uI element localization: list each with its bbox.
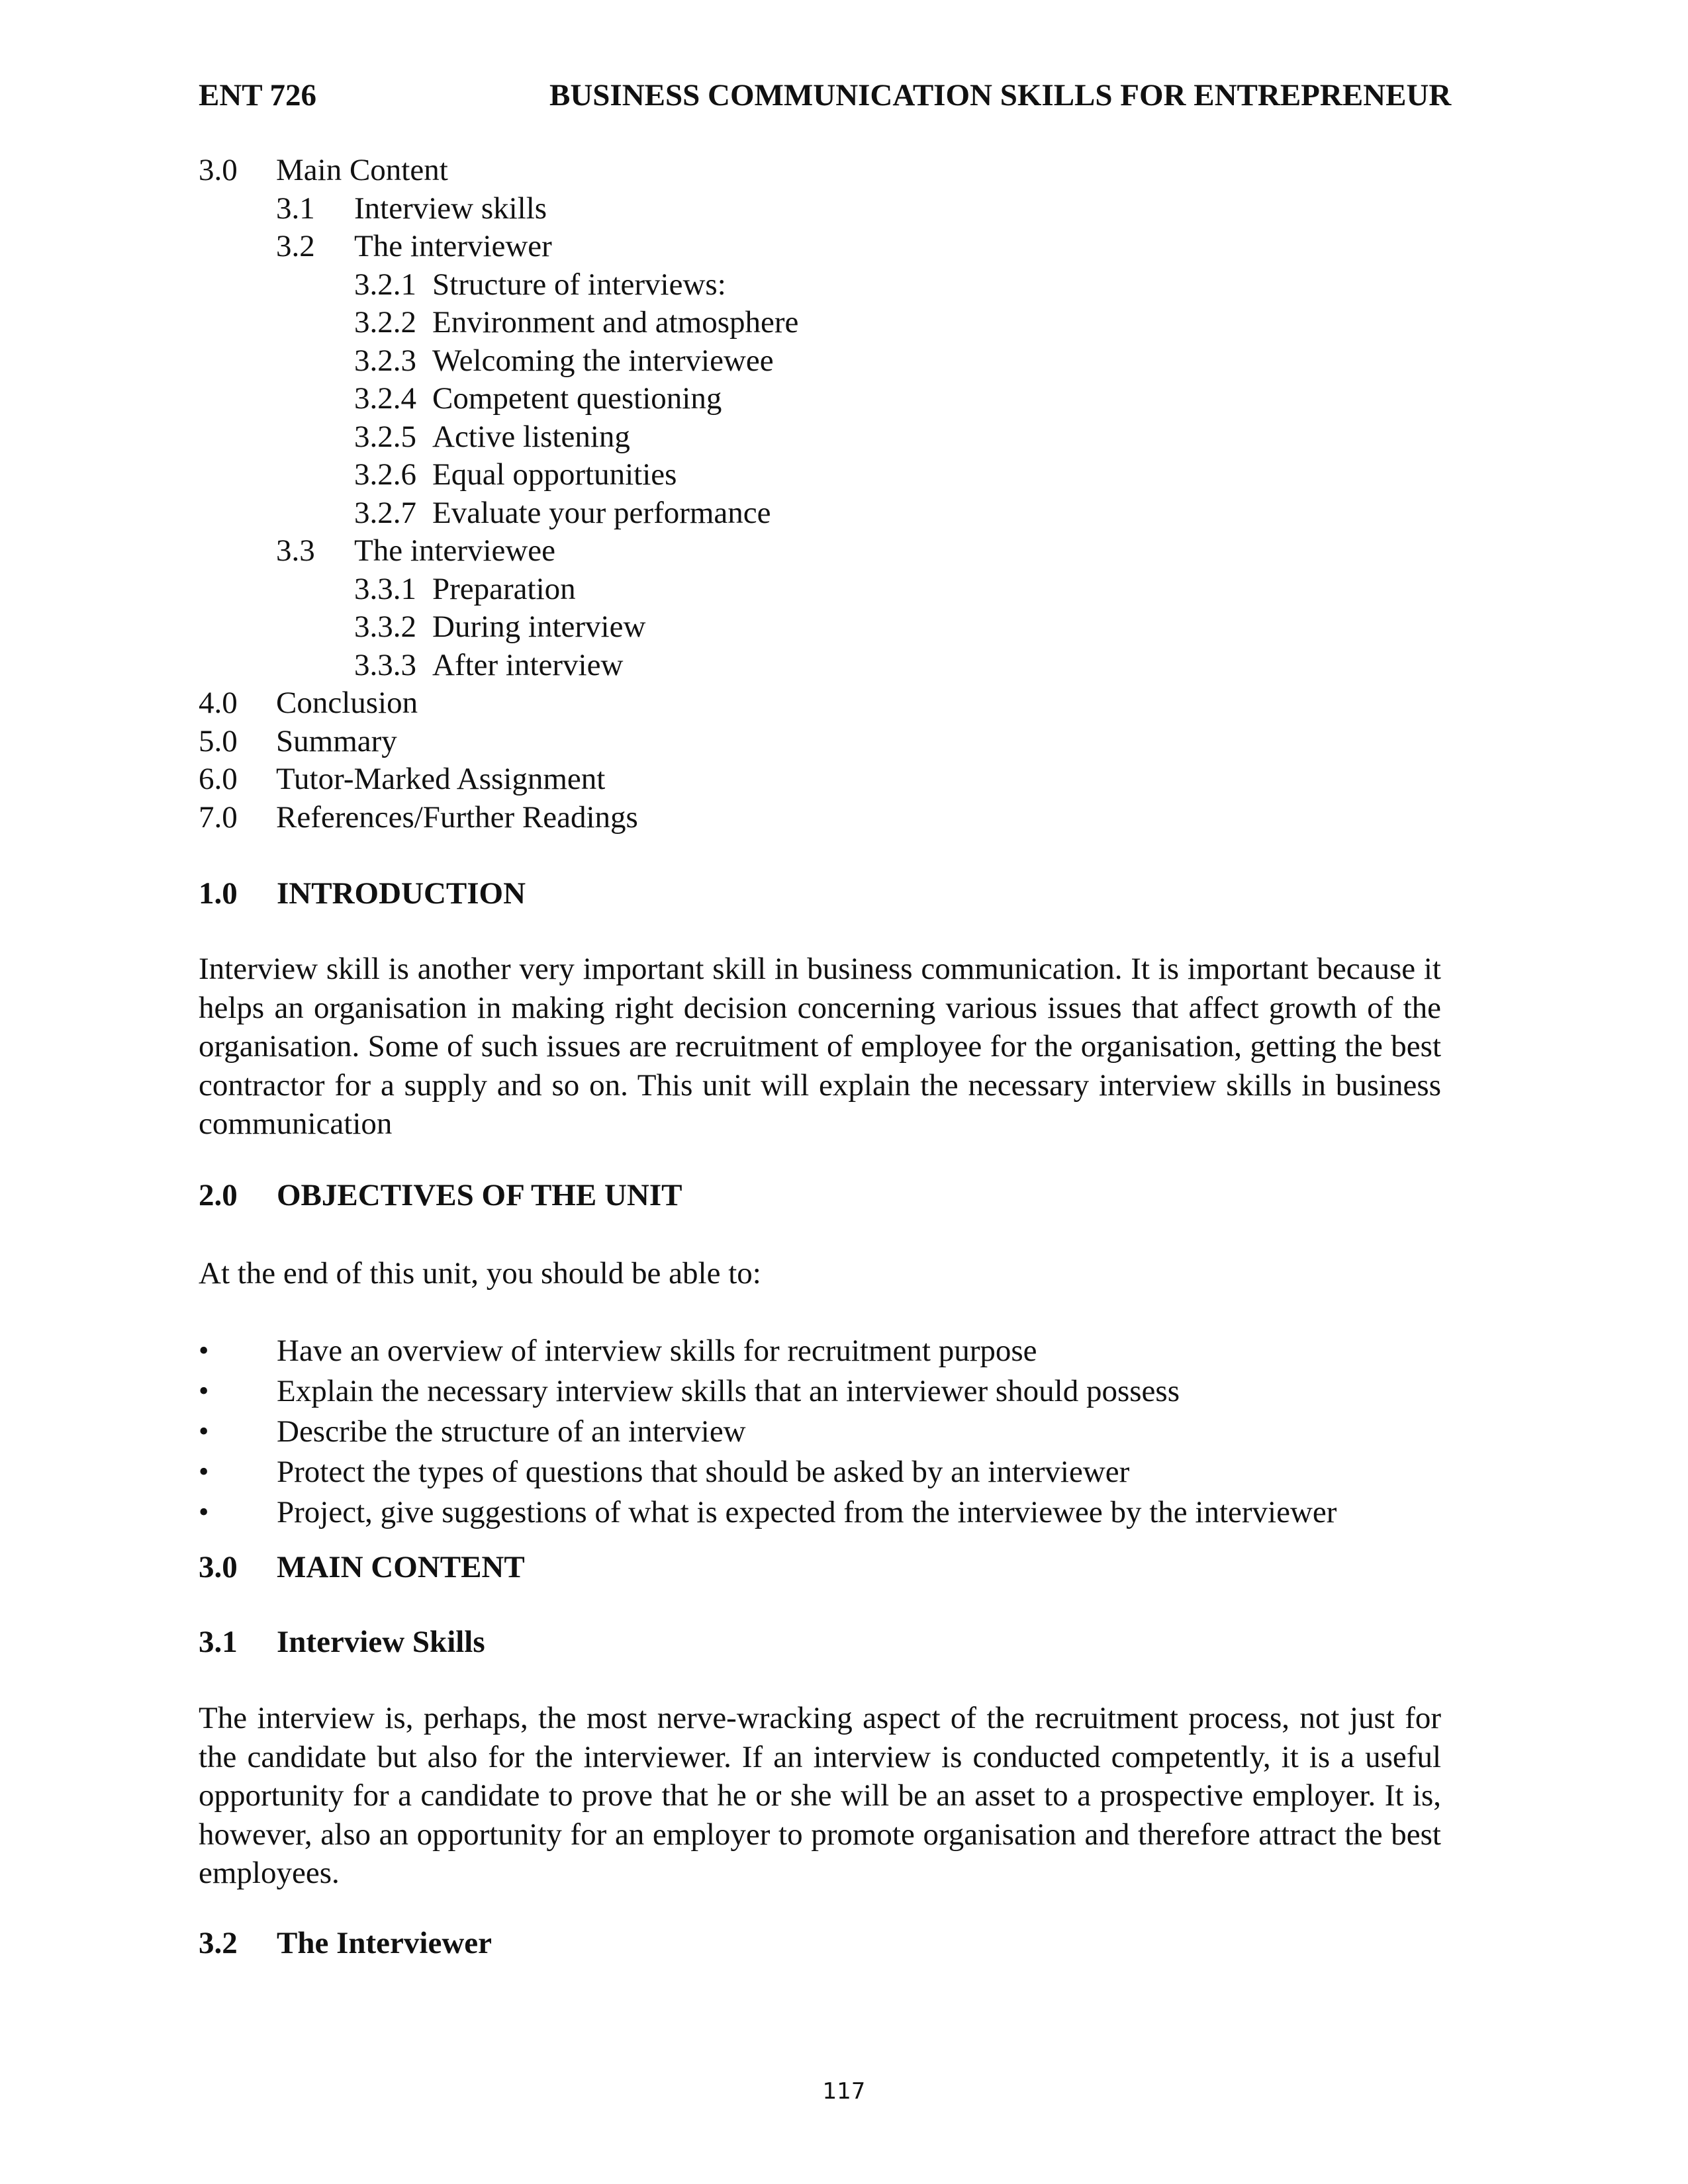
objectives-lead: At the end of this unit, you should be able to: bbox=[199, 1256, 761, 1291]
toc-text: Evaluate your performance bbox=[432, 496, 771, 530]
section-number: 3.1 bbox=[199, 1625, 238, 1659]
toc-text: References/Further Readings bbox=[276, 800, 638, 835]
toc-text: Summary bbox=[276, 724, 397, 758]
section-title: Interview Skills bbox=[277, 1625, 485, 1659]
toc-text: Active listening bbox=[432, 420, 630, 454]
toc-number: 6.0 bbox=[199, 762, 238, 796]
toc-number: 4.0 bbox=[199, 686, 238, 720]
list-item-text: Have an overview of interview skills for recruitment purpose bbox=[277, 1334, 1037, 1368]
section-number: 1.0 bbox=[199, 876, 238, 911]
toc-number: 3.2.2 bbox=[354, 305, 416, 340]
list-item bbox=[199, 1332, 1489, 1372]
bullet-icon: • bbox=[199, 1415, 209, 1447]
toc-number: 3.3.3 bbox=[354, 648, 416, 682]
list-item bbox=[199, 1493, 1489, 1533]
toc-number: 3.0 bbox=[199, 153, 238, 187]
page-number: 117 bbox=[822, 2078, 866, 2105]
list-item-text: Describe the structure of an interview bbox=[277, 1414, 746, 1449]
section-title: OBJECTIVES OF THE UNIT bbox=[277, 1178, 682, 1212]
header-course-code: ENT 726 bbox=[199, 78, 317, 113]
toc-text: During interview bbox=[432, 610, 646, 644]
list-item bbox=[199, 1453, 1489, 1493]
toc-text: Tutor-Marked Assignment bbox=[276, 762, 606, 796]
toc-number: 5.0 bbox=[199, 724, 238, 758]
section-number: 2.0 bbox=[199, 1178, 238, 1212]
toc-text: The interviewee bbox=[354, 533, 556, 568]
toc-number: 3.2 bbox=[276, 229, 315, 263]
toc-number: 7.0 bbox=[199, 800, 238, 835]
toc-number: 3.1 bbox=[276, 191, 315, 226]
list-item bbox=[199, 1412, 1489, 1453]
section-number: 3.0 bbox=[199, 1550, 238, 1584]
toc-text: Preparation bbox=[432, 572, 576, 606]
toc-number: 3.2.6 bbox=[354, 457, 416, 492]
toc-text: Structure of interviews: bbox=[432, 267, 726, 302]
toc-number: 3.2.7 bbox=[354, 496, 416, 530]
section-title: INTRODUCTION bbox=[277, 876, 526, 911]
section-title: The Interviewer bbox=[277, 1926, 492, 1960]
toc-number: 3.2.5 bbox=[354, 420, 416, 454]
interview-skills-paragraph: The interview is, perhaps, the most nerve-wracking aspect of the recruitment process, not just for the candidate but also for the interviewer. If an interview is conducted competently, it is a useful opportunity for a candidate to prove that he or she will be an asset to a prospective employer. It is, however, also an opportunity for an employer to promote organisation and therefore attract the best employees. bbox=[199, 1701, 1441, 1890]
toc-text: Interview skills bbox=[354, 191, 547, 226]
toc-number: 3.2.1 bbox=[354, 267, 416, 302]
toc-number: 3.3.1 bbox=[354, 572, 416, 606]
toc-text: Equal opportunities bbox=[432, 457, 677, 492]
list-item-text: Protect the types of questions that should be asked by an interviewer bbox=[277, 1455, 1130, 1489]
toc-number: 3.3 bbox=[276, 533, 315, 568]
list-item-text: Explain the necessary interview skills that an interviewer should possess bbox=[277, 1374, 1180, 1408]
toc-number: 3.2.3 bbox=[354, 343, 416, 378]
header-course-title: BUSINESS COMMUNICATION SKILLS FOR ENTREPRENEUR bbox=[549, 78, 1452, 113]
section-number: 3.2 bbox=[199, 1926, 238, 1960]
toc-text: The interviewer bbox=[354, 229, 552, 263]
toc-text: After interview bbox=[432, 648, 624, 682]
section-title: MAIN CONTENT bbox=[277, 1550, 525, 1584]
list-item bbox=[199, 1372, 1489, 1412]
toc-text: Main Content bbox=[276, 153, 448, 187]
toc-number: 3.2.4 bbox=[354, 381, 416, 416]
introduction-paragraph: Interview skill is another very important skill in business communication. It is important because it helps an organisation in making right decision concerning various issues that affect growth of the organisation. Some of such issues are recruitment of employee for the organisation, getting the best contractor for a supply and so on. This unit will explain the necessary interview skills in business communication bbox=[199, 952, 1441, 1141]
objectives-list bbox=[199, 1332, 1489, 1533]
toc-text: Welcoming the interviewee bbox=[432, 343, 774, 378]
toc-text: Competent questioning bbox=[432, 381, 722, 416]
toc-text: Conclusion bbox=[276, 686, 418, 720]
toc-number: 3.3.2 bbox=[354, 610, 416, 644]
bullet-icon: • bbox=[199, 1496, 209, 1528]
bullet-icon: • bbox=[199, 1375, 209, 1407]
bullet-icon: • bbox=[199, 1334, 209, 1367]
bullet-icon: • bbox=[199, 1455, 209, 1488]
list-item-text: Project, give suggestions of what is expected from the interviewee by the interviewer bbox=[277, 1495, 1337, 1529]
toc-text: Environment and atmosphere bbox=[432, 305, 799, 340]
